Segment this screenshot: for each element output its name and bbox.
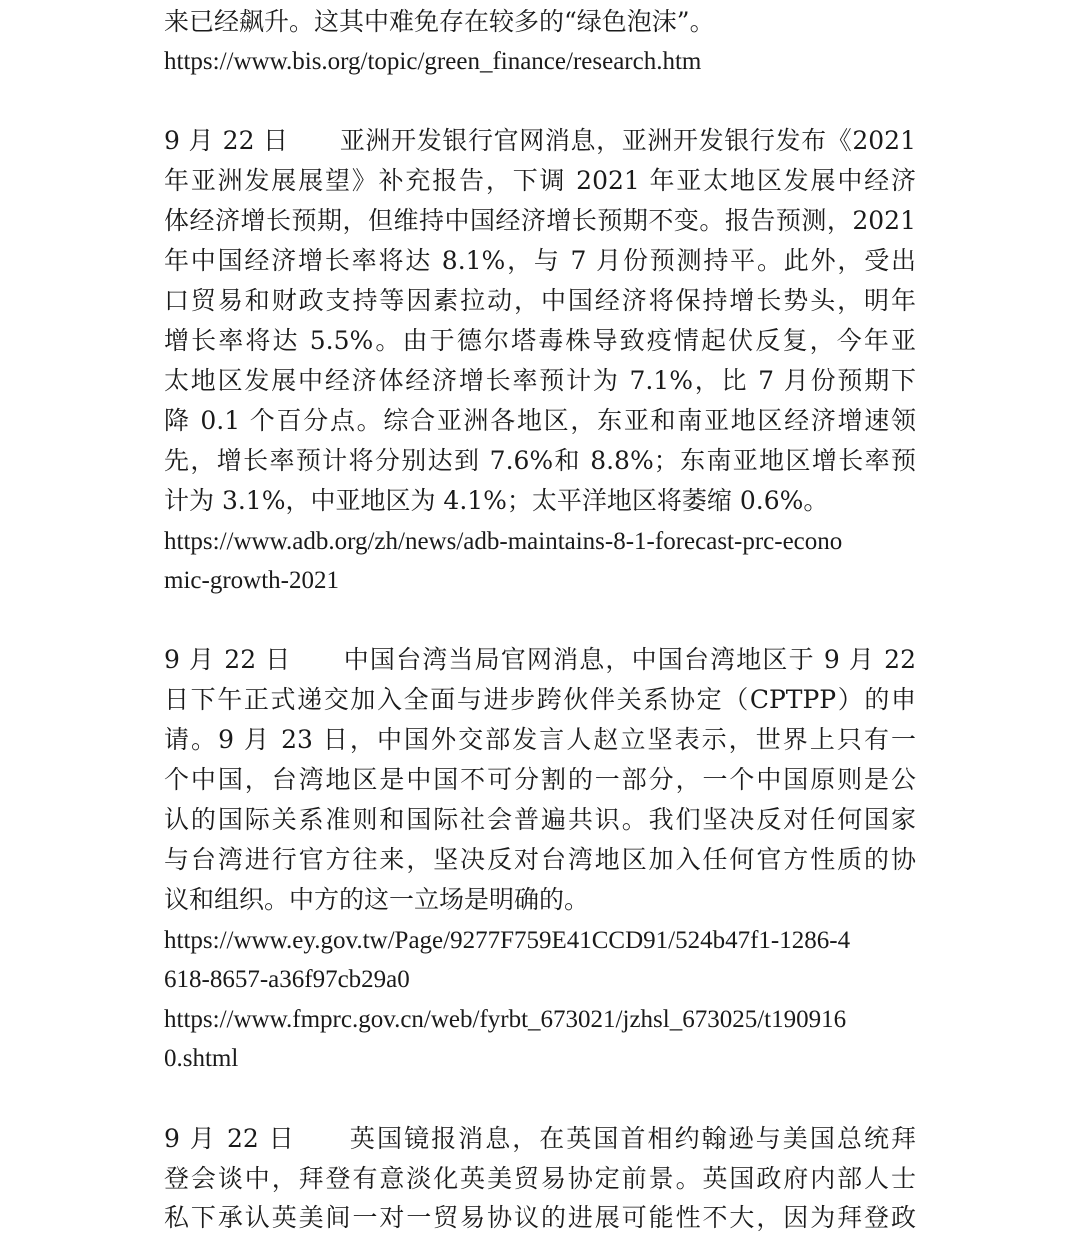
source-url[interactable]: https://www.fmprc.gov.cn/web/fyrbt_673021/jzhsl_673025/t190916 bbox=[164, 1006, 847, 1033]
paragraph-line: 议和组织。中方的这一立场是明确的。 bbox=[164, 885, 590, 914]
paragraph-line: 年亚洲发展展望》补充报告，下调 2021 年亚太地区发展中经济 bbox=[164, 166, 916, 195]
paragraph-line: 与台湾进行官方往来，坚决反对台湾地区加入任何官方性质的协 bbox=[164, 845, 916, 874]
paragraph-line: 9 月 22 日 中国台湾当局官网消息，中国台湾地区于 9 月 22 bbox=[164, 645, 916, 674]
paragraph-line: 登会谈中，拜登有意淡化英美贸易协定前景。英国政府内部人士 bbox=[164, 1164, 916, 1193]
paragraph-line: 口贸易和财政支持等因素拉动，中国经济将保持增长势头，明年 bbox=[164, 286, 916, 315]
paragraph-line: 请。9 月 23 日，中国外交部发言人赵立坚表示，世界上只有一 bbox=[164, 725, 916, 754]
source-url[interactable]: https://www.bis.org/topic/green_finance/research.htm bbox=[164, 48, 702, 75]
source-url[interactable]: mic-growth-2021 bbox=[164, 567, 339, 594]
paragraph-line: 认的国际关系准则和国际社会普遍共识。我们坚决反对任何国家 bbox=[164, 805, 916, 834]
paragraph-line: 9 月 22 日 英国镜报消息，在英国首相约翰逊与美国总统拜 bbox=[164, 1124, 916, 1153]
paragraph-line: 体经济增长预期，但维持中国经济增长预期不变。报告预测，2021 bbox=[164, 206, 916, 235]
paragraph-line: 来已经飙升。这其中难免存在较多的“绿色泡沫”。 bbox=[164, 7, 715, 36]
paragraph-line: 年中国经济增长率将达 8.1%，与 7 月份预测持平。此外，受出 bbox=[164, 246, 916, 275]
source-url[interactable]: https://www.adb.org/zh/news/adb-maintains-8-1-forecast-prc-econo bbox=[164, 528, 843, 555]
paragraph-line: 增长率将达 5.5%。由于德尔塔毒株导致疫情起伏反复，今年亚 bbox=[164, 326, 916, 355]
paragraph-line: 9 月 22 日 亚洲开发银行官网消息，亚洲开发银行发布《2021 bbox=[164, 126, 916, 155]
source-url[interactable]: 0.shtml bbox=[164, 1045, 239, 1072]
paragraph-line: 计为 3.1%，中亚地区为 4.1%；太平洋地区将萎缩 0.6%。 bbox=[164, 486, 829, 515]
paragraph-line: 日下午正式递交加入全面与进步跨伙伴关系协定（CPTPP）的申 bbox=[164, 685, 916, 714]
paragraph-line: 太地区发展中经济体经济增长率预计为 7.1%，比 7 月份预期下 bbox=[164, 366, 916, 395]
source-url[interactable]: 618-8657-a36f97cb29a0 bbox=[164, 966, 410, 993]
paragraph-line: 降 0.1 个百分点。综合亚洲各地区，东亚和南亚地区经济增速领 bbox=[164, 406, 916, 435]
paragraph-line: 私下承认英美间一对一贸易协议的进展可能性不大，因为拜登政 bbox=[164, 1203, 916, 1232]
source-url[interactable]: https://www.ey.gov.tw/Page/9277F759E41CCD91/524b47f1-1286-4 bbox=[164, 927, 851, 954]
paragraph-line: 先，增长率预计将分别达到 7.6%和 8.8%；东南亚地区增长率预 bbox=[164, 446, 916, 475]
paragraph-line: 个中国，台湾地区是中国不可分割的一部分，一个中国原则是公 bbox=[164, 765, 916, 794]
